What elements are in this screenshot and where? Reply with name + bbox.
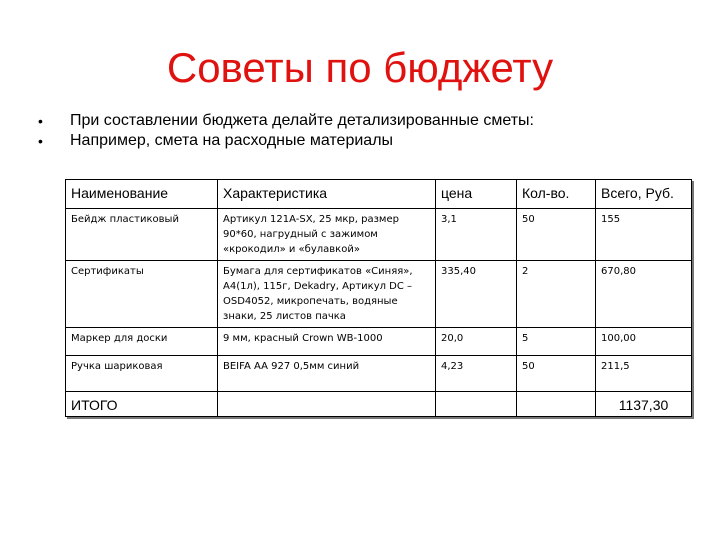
total-value: 1137,30 <box>596 392 692 417</box>
table-cell: Бумага для сертификатов «Синяя», A4(1л), 115г, Dekadry, Артикул DC – OSD4052, микропечать, водяные знаки, 25 листов пачка <box>218 261 436 328</box>
table-row <box>66 356 692 392</box>
table-cell: Бейдж пластиковый <box>66 209 218 261</box>
column-header-name: Наименование <box>66 180 218 209</box>
table-cell: Ручка шариковая <box>66 356 218 392</box>
table-cell: 155 <box>596 209 692 261</box>
table-row <box>66 328 692 356</box>
table-cell: 50 <box>517 209 596 261</box>
table-cell: BEIFA AA 927 0,5мм синий <box>218 356 436 392</box>
table-cell-empty <box>517 392 596 417</box>
table-cell: 3,1 <box>436 209 517 261</box>
table-cell: 5 <box>517 328 596 356</box>
total-label: ИТОГО <box>66 392 218 417</box>
table-cell: 100,00 <box>596 328 692 356</box>
slide-title: Советы по бюджету <box>166 44 554 91</box>
table-cell: 2 <box>517 261 596 328</box>
table-cell: 670,80 <box>596 261 692 328</box>
column-header-quantity: Кол-во. <box>517 180 596 209</box>
bullet-item <box>38 111 534 131</box>
bullet-marker: • <box>38 133 43 149</box>
budget-table <box>65 179 692 417</box>
bullet-list <box>38 111 534 151</box>
bullet-text: При составлении бюджета делайте детализированные сметы: <box>70 112 534 129</box>
table-cell: 20,0 <box>436 328 517 356</box>
table-cell: 335,40 <box>436 261 517 328</box>
table-cell: 211,5 <box>596 356 692 392</box>
table-cell: Маркер для доски <box>66 328 218 356</box>
table-row <box>66 209 692 261</box>
table-cell-empty <box>218 392 436 417</box>
table-row <box>66 261 692 328</box>
column-header-total: Всего, Руб. <box>596 180 692 209</box>
table-cell: Сертификаты <box>66 261 218 328</box>
table-total-row <box>66 392 692 417</box>
bullet-text: Например, смета на расходные материалы <box>70 132 394 149</box>
table-cell: 4,23 <box>436 356 517 392</box>
bullet-item <box>38 131 534 151</box>
column-header-price: цена <box>436 180 517 209</box>
bullet-marker: • <box>38 113 43 129</box>
table-cell: 9 мм, красный Crown WB-1000 <box>218 328 436 356</box>
table-cell: Артикул 121A-SX, 25 мкр, размер 90*60, нагрудный с зажимом «крокодил» и «булавкой» <box>218 209 436 261</box>
table-header-row <box>66 180 692 209</box>
column-header-description: Характеристика <box>218 180 436 209</box>
table-cell-empty <box>436 392 517 417</box>
table-cell: 50 <box>517 356 596 392</box>
